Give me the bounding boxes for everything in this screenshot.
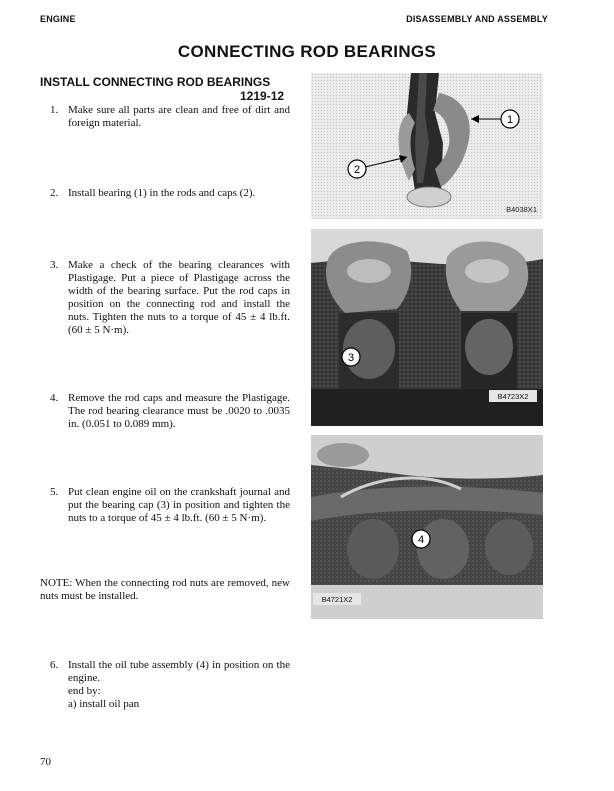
step-text: Install bearing (1) in the rods and caps (2). — [68, 187, 256, 199]
callout-2-label: 2 — [353, 164, 361, 176]
step-number: 2. — [50, 187, 59, 199]
step-number: 3. — [50, 259, 59, 271]
figure-code: B4723X2 — [497, 392, 529, 401]
figure-oil-tube — [311, 435, 543, 619]
step-6 — [40, 659, 290, 685]
step-number: 4. — [50, 392, 59, 404]
rod-caps-photo — [311, 229, 543, 426]
callout-4-label: 4 — [417, 534, 425, 546]
end-by — [68, 685, 288, 711]
figure-rod-caps — [311, 229, 543, 426]
section-title: INSTALL CONNECTING ROD BEARINGS — [40, 75, 271, 89]
oil-tube-photo — [311, 435, 543, 619]
step-text: Make a check of the bearing clearances with Plastigage. Put a piece of Plastigage across the width of the bearing surface. Put the rod caps in position on the connecting rod and install the nuts. Tighten the nuts to a torque of 45 ± 4 lb.ft. (60 ± 5 N·m). — [68, 259, 290, 336]
step-3 — [40, 259, 290, 337]
end-by-item: a) install oil pan — [68, 698, 140, 710]
step-text: Install the oil tube assembly (4) in position on the engine. — [68, 659, 290, 684]
page-title: CONNECTING ROD BEARINGS — [177, 42, 437, 61]
step-2 — [40, 187, 290, 200]
end-by-label: end by: — [68, 685, 101, 697]
step-1 — [40, 104, 290, 130]
callout-3-label: 3 — [347, 352, 355, 364]
figure-code: B4721X2 — [321, 595, 353, 604]
step-text: Put clean engine oil on the crankshaft journal and put the bearing cap (3) in position and tighten the nuts to a torque of 45 ± 4 lb.ft. (60 ± 5 N·m). — [68, 486, 290, 524]
figure-code: B4038X1 — [506, 205, 537, 214]
step-text: Remove the rod caps and measure the Plastigage. The rod bearing clearance must be .0020 to .0035 in. (0.051 to 0.089 mm). — [68, 392, 290, 430]
bearing-photo — [311, 73, 543, 219]
callout-1-label: 1 — [506, 114, 514, 126]
step-number: 6. — [50, 659, 59, 671]
page-number: 70 — [40, 756, 51, 768]
header-section-label: ENGINE — [40, 14, 76, 24]
note: NOTE: When the connecting rod nuts are removed, new nuts must be installed. — [40, 577, 290, 602]
figure-bearing-install — [311, 73, 543, 219]
step-number: 1. — [50, 104, 59, 116]
step-number: 5. — [50, 486, 59, 498]
step-4 — [40, 392, 290, 431]
step-5 — [40, 486, 290, 525]
section-number: 1219-12 — [240, 89, 285, 103]
header-chapter-label: DISASSEMBLY AND ASSEMBLY — [406, 14, 548, 24]
step-text: Make sure all parts are clean and free of dirt and foreign material. — [68, 104, 290, 129]
